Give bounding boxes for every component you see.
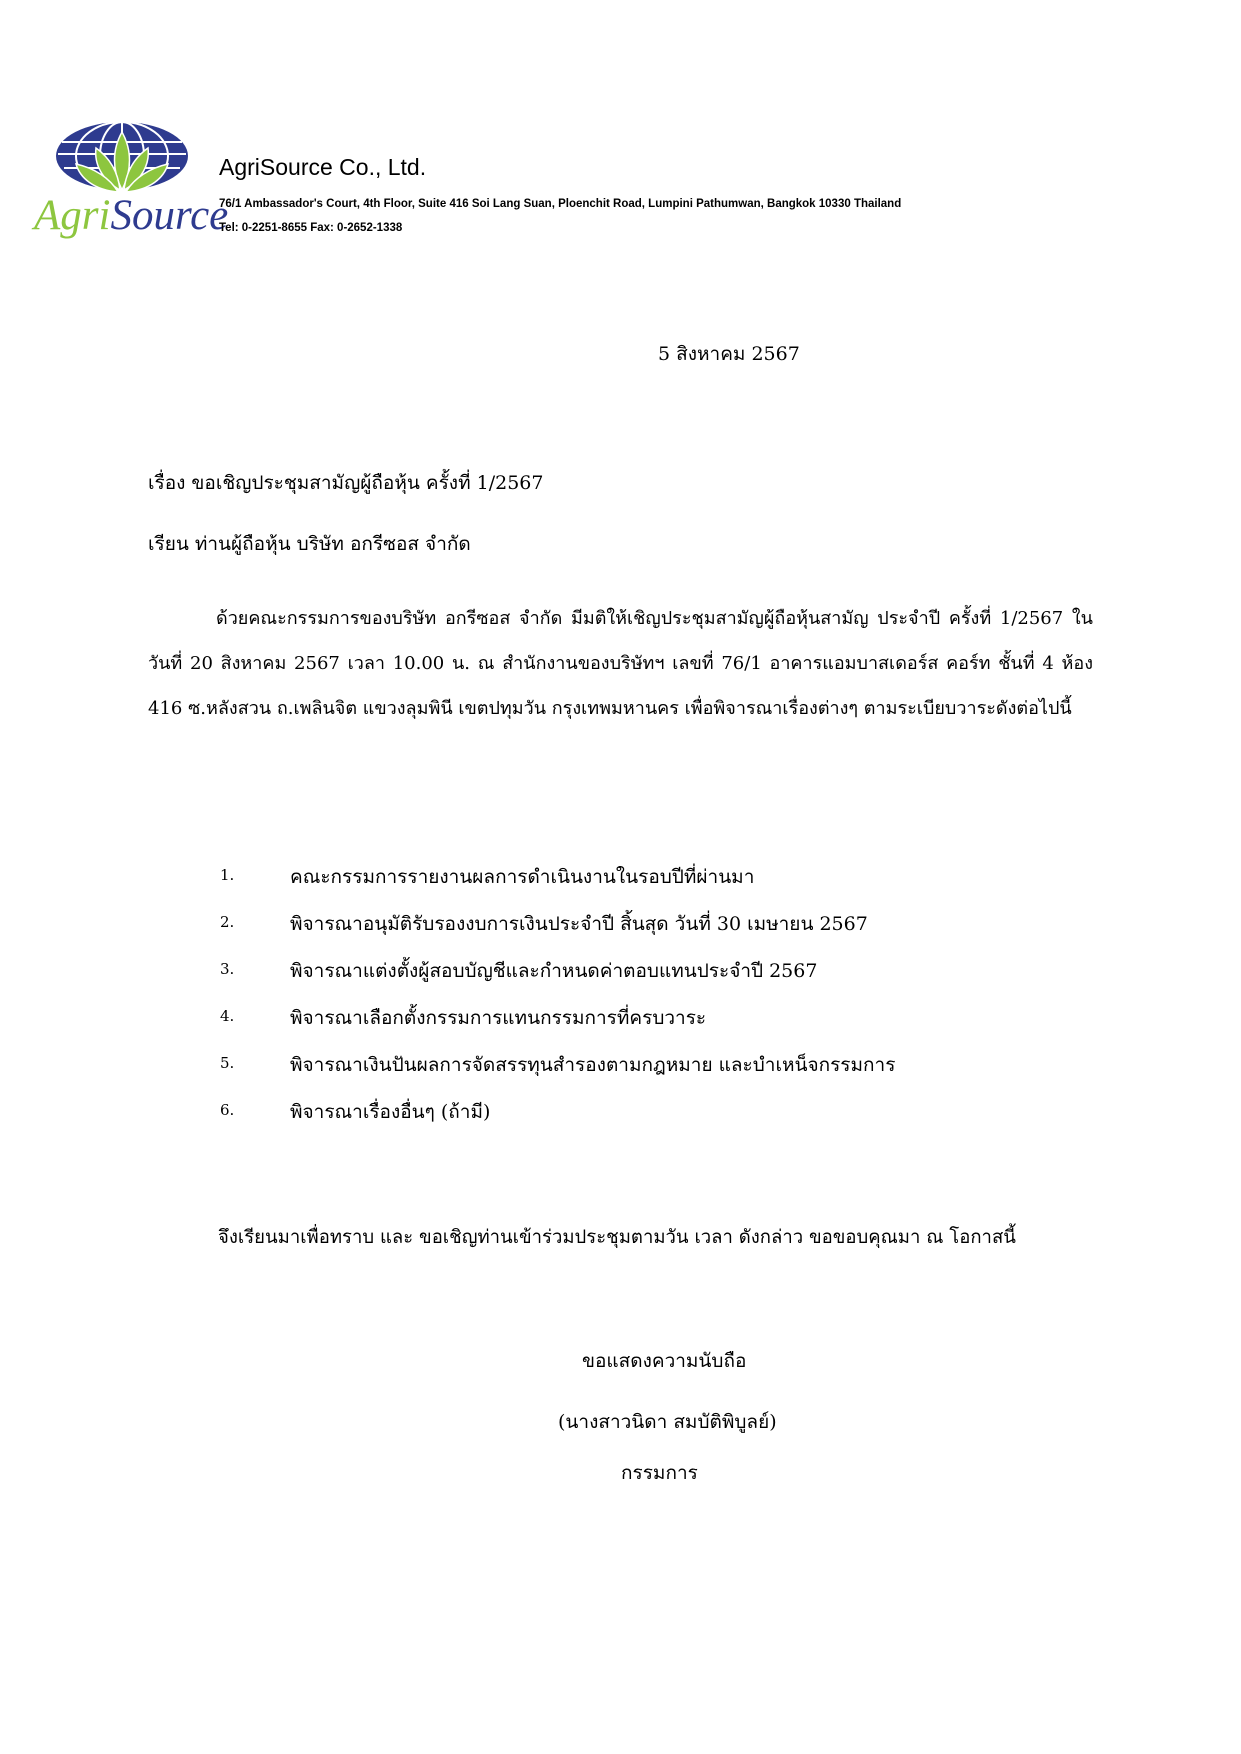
letter-regards: ขอแสดงความนับถือ (582, 1350, 747, 1372)
company-name: AgriSource Co., Ltd. (219, 154, 427, 180)
letter-salutation: เรียน ท่านผู้ถือหุ้น บริษัท อกรีซอส จำกัด (148, 533, 471, 555)
logo-word-agri: Agri (34, 192, 111, 239)
agenda-text: พิจารณาเรื่องอื่นๆ (ถ้ามี) (290, 1101, 491, 1123)
letter-body-paragraph: ด้วยคณะกรรมการของบริษัท อกรีซอส จำกัด มีมติให้เชิญประชุมสามัญผู้ถือหุ้นสามัญ ประจำปี ครั้งที่ 1/2567 ในวันที่ 20 สิงหาคม 2567 เวลา 10.00 น. ณ สำนักงานของบริษัทฯ เลขที่ 76/1 อาคารแอมบาสเดอร์ส คอร์ท ชั้นที่ 4 ห้อง 416 ซ.หลังสวน ถ.เพลินจิต แขวงลุมพินี เขตปทุมวัน กรุงเทพมหานคร เพื่อพิจารณาเรื่องต่างๆ ตามระเบียบวาระดังต่อไปนี้ (148, 608, 1093, 719)
signer-name: (นางสาวนิดา สมบัติพิบูลย์) (558, 1411, 777, 1433)
company-address: 76/1 Ambassador's Court, 4th Floor, Suite 416 Soi Lang Suan, Ploenchit Road, Lumpini Pathumwan, Bangkok 10330 Thailand (219, 198, 902, 210)
signer-title: กรรมการ (621, 1462, 698, 1484)
agenda-number: 4. (220, 1007, 235, 1025)
globe-leaves-icon (28, 120, 218, 200)
letter-subject: เรื่อง ขอเชิญประชุมสามัญผู้ถือหุ้น ครั้งที่ 1/2567 (148, 472, 544, 494)
agenda-number: 3. (220, 960, 235, 978)
agenda-text: พิจารณาอนุมัติรับรองงบการเงินประจำปี สิ้นสุด วันที่ 30 เมษายน 2567 (290, 913, 868, 935)
agenda-number: 5. (220, 1054, 235, 1072)
agenda-number: 1. (220, 866, 235, 884)
logo-wordmark (34, 194, 228, 237)
letter-date: 5 สิงหาคม 2567 (658, 343, 800, 365)
agenda-number: 2. (220, 913, 235, 931)
company-logo (28, 120, 229, 250)
letter-closing: จึงเรียนมาเพื่อทราบ และ ขอเชิญท่านเข้าร่วมประชุมตามวัน เวลา ดังกล่าว ขอขอบคุณมา ณ โอกาสนี้ (218, 1227, 1016, 1248)
agenda-text: พิจารณาเลือกตั้งกรรมการแทนกรรมการที่ครบวาระ (290, 1007, 707, 1029)
agenda-text: พิจารณาเงินปันผลการจัดสรรทุนสำรองตามกฎหมาย และบำเหน็จกรรมการ (290, 1054, 896, 1076)
logo-word-source: Source (110, 192, 229, 239)
agenda-text: คณะกรรมการรายงานผลการดำเนินงานในรอบปีที่ผ่านมา (290, 866, 755, 888)
agenda-text: พิจารณาแต่งตั้งผู้สอบบัญชีและกำหนดค่าตอบแทนประจำปี 2567 (290, 960, 818, 982)
company-contact: Tel: 0-2251-8655 Fax: 0-2652-1338 (219, 222, 403, 234)
agenda-number: 6. (220, 1101, 235, 1119)
